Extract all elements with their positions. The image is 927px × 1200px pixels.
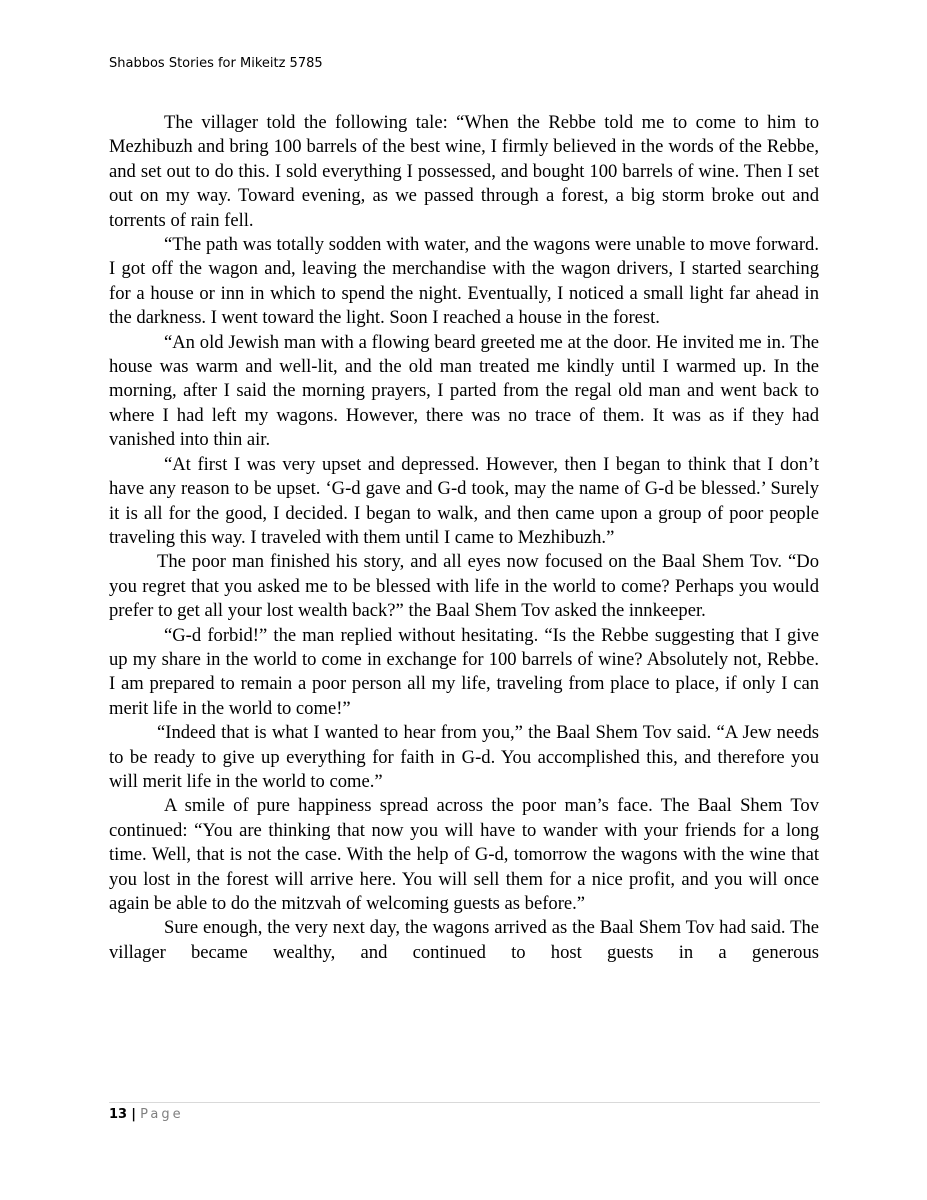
page-footer	[109, 1107, 184, 1122]
paragraph-g-d-forbid: “G-d forbid!” the man replied without hesitating. “Is the Rebbe suggesting that I give up my share in the world to come in exchange for 100 barrels of wine? Absolutely not, Rebbe. I am prepared to remain a poor person all my life, traveling from place to place, if only I can merit life in the world to come!”	[109, 624, 819, 719]
paragraph-baal-shem-tov-question: The poor man finished his story, and all eyes now focused on the Baal Shem Tov. “Do you regret that you asked me to be blessed with life in the world to come? Perhaps you would prefer to get all your lost wealth back?” the Baal Shem Tov asked the innkeeper.	[109, 551, 819, 622]
paragraph-indeed: “Indeed that is what I wanted to hear from you,” the Baal Shem Tov said. “A Jew needs to be ready to give up everything for faith in G-d. You accomplished this, and therefore you will merit life in the world to come.”	[109, 722, 819, 792]
running-header: Shabbos Stories for Mikeitz 5785	[109, 56, 323, 71]
paragraph-upset: “At first I was very upset and depressed. However, then I began to think that I don’t have any reason to be upset. ‘G-d gave and G-d took, may the name of G-d be blessed.’ Surely it is all for the good, I decided. I began to walk, and then came upon a group of poor people traveling this way. I traveled with them until I came to Mezhibuzh.”	[109, 453, 819, 548]
footer-divider	[109, 1102, 820, 1103]
paragraph-sodden-path: “The path was totally sodden with water, and the wagons were unable to move forward. I got off the wagon and, leaving the merchandise with the wagon drivers, I started searching for a house or inn in which to spend the night. Eventually, I noticed a small light far ahead in the darkness. I went toward the light. Soon I reached a house in the forest.	[109, 234, 819, 329]
paragraph-villager-tale: The villager told the following tale: “When the Rebbe told me to come to him to Mezhibuzh and bring 100 barrels of the best wine, I firmly believed in the words of the Rebbe, and set out to do this. I sold everything I possessed, and bought 100 barrels of wine. Then I set out on my way. Toward evening, as we passed through a forest, a big storm broke out and torrents of rain fell.	[109, 112, 819, 231]
page-label: Page	[140, 1107, 184, 1122]
page-number: 13	[109, 1107, 128, 1122]
paragraph-sure-enough: Sure enough, the very next day, the wagons arrived as the Baal Shem Tov had said. The villager became wealthy, and continued to host guests in a generous	[109, 917, 819, 963]
story-body	[109, 111, 819, 965]
footer-separator: |	[131, 1107, 136, 1122]
paragraph-old-man: “An old Jewish man with a flowing beard greeted me at the door. He invited me in. The house was warm and well-lit, and the old man treated me kindly until I warmed up. In the morning, after I said the morning prayers, I parted from the regal old man and went back to where I had left my wagons. However, there was no trace of them. It was as if they had vanished into thin air.	[109, 331, 819, 451]
paragraph-smile: A smile of pure happiness spread across the poor man’s face. The Baal Shem Tov continued: “You are thinking that now you will have to wander with your friends for a long time. Well, that is not the case. With the help of G-d, tomorrow the wagons with the wine that you lost in the forest will arrive here. You will sell them for a nice profit, and you will once again be able to do the mitzvah of welcoming guests as before.”	[109, 795, 819, 914]
